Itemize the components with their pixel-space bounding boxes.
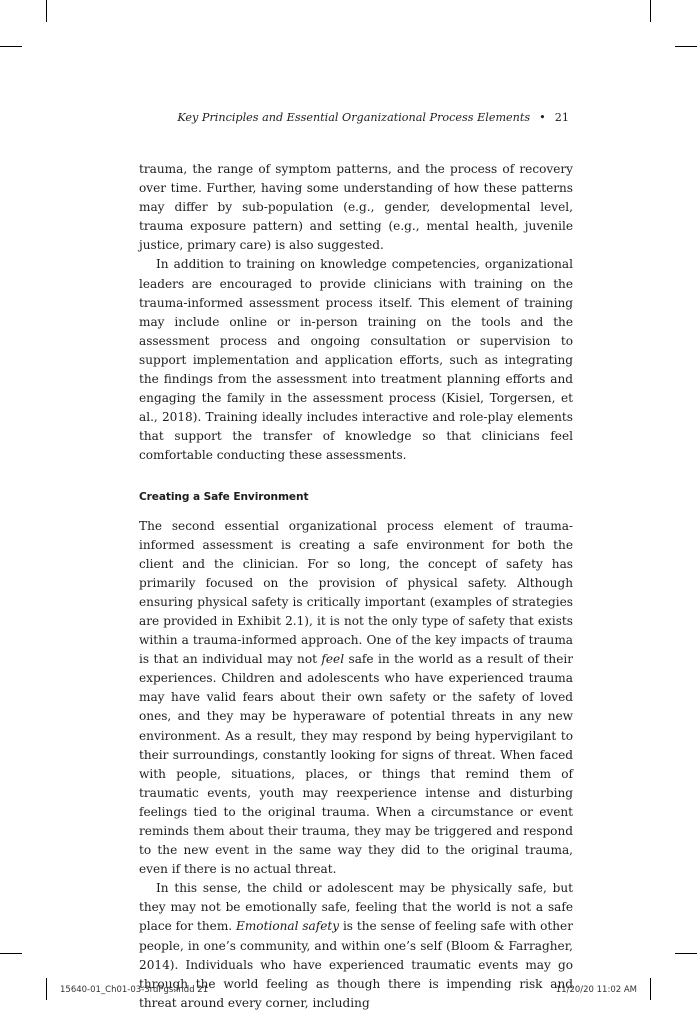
running-title: Key Principles and Essential Organizational Process Elements: [177, 111, 531, 124]
running-head: [177, 111, 569, 124]
paragraph-3: [139, 517, 573, 880]
crop-mark: [0, 46, 22, 47]
crop-mark: [46, 0, 47, 22]
paragraph-3-part-a: The second essential organizational process element of trauma-informed assessment is creating a safe environment for both the client and the clinician. For so long, the concept of safety has primarily focused on the provision of physical safety. Although ensuring physical safety is critically important (examples of strategies are provided in Exhibit 2.1), it is not the only type of safety that exists within a trauma-informed approach. One of the key impacts of trauma is that an individual may not: [139, 518, 573, 667]
crop-mark: [46, 978, 47, 1000]
crop-mark: [650, 0, 651, 22]
page-number: 21: [554, 111, 569, 124]
paragraph-3-emphasis: feel: [321, 652, 345, 667]
paragraph-4-part-a: In this sense, the child or adolescent may be physically safe, but they may not be emotionally safe, feeling that the world is not a safe place for them.: [139, 881, 573, 934]
bullet-separator: •: [539, 111, 546, 124]
paragraph-4-emphasis: Emotional safety: [236, 919, 340, 934]
paragraph-3-part-b: safe in the world as a result of their experiences. Children and adolescents who have experienced trauma may have valid fears about their own safety or the safety of loved ones, and they may be hyperaware of potential threats in any new environment. As a result, they may respond by being hypervigilant to their surroundings, constantly looking for signs of threat. When faced with people, situations, places, or things that remind them of traumatic events, youth may reexperience intense and disturbing feelings tied to the original trauma. When a circumstance or event reminds them about their trauma, they may be triggered and respond to the new event in the same way they did to the original trauma, even if there is no actual threat.: [139, 652, 573, 877]
paragraph-4-part-b: is the sense of feeling safe with other people, in one’s community, and within one’s self (Bloom & Farragher, 2014). Individuals who have experienced traumatic events may go through the world feeling as though there is impending risk and threat around every corner, including: [139, 919, 573, 1010]
file-slug: 15640-01_Ch01-03-3rdPgs.indd 21: [60, 985, 209, 995]
crop-mark: [0, 953, 22, 954]
body-text: [139, 160, 573, 1013]
crop-mark: [675, 953, 697, 954]
crop-mark: [650, 978, 651, 1000]
crop-mark: [675, 46, 697, 47]
section-heading: Creating a Safe Environment: [139, 490, 309, 503]
paragraph-2: In addition to training on knowledge competencies, organizational leaders are encouraged to provide clinicians with training on the trauma-informed assessment process itself. This element of training may include online or in-person training on the tools and the assessment process and ongoing consultation or supervision to support implementation and application efforts, such as integrating the findings from the assessment into treatment planning efforts and engaging the family in the assessment process (Kisiel, Torgersen, et al., 2018). Training ideally includes interactive and role-play elements that support the transfer of knowledge so that clinicians feel comfortable conducting these assessments.: [139, 257, 573, 463]
paragraph-1: trauma, the range of symptom patterns, and the process of recovery over time. Further, having some understanding of how these patterns may differ by sub-population (e.g., gender, developmental level, trauma exposure pattern) and setting (e.g., mental health, juvenile justice, primary care) is also suggested.: [139, 162, 573, 253]
timestamp: 11/20/20 11:02 AM: [555, 985, 637, 995]
